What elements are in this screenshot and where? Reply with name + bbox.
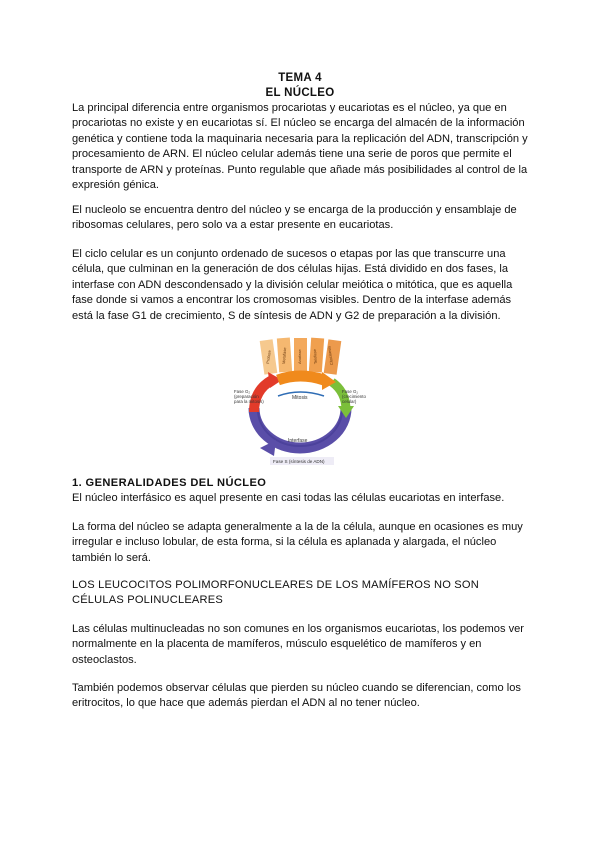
section-1-paragraph-4: También podemos observar células que pierden su núcleo cuando se diferencian, como los eritrocitos, lo que hace que además pierdan el ADN al no tener núcleo. [72,682,521,710]
nucleolo-paragraph: El nucleolo se encuentra dentro del núcleo y se encarga de la producción y ensamblaje de ribosomas celulares, pero solo va a estar presente en eucariotas. [72,204,517,232]
section-1-paragraph-1: El núcleo interfásico es aquel presente en casi todas las células eucariotas en interfase. [72,492,505,505]
mitosis-phase-cards [260,338,342,375]
section-1-paragraph-3: Las células multinucleadas no son comunes en los organismos eucariotas, los podemos ver normalmente en la placenta de mamíferos, músculo esquelético de mamíferos y en osteoclastos. [72,623,525,666]
caps-statement: LOS LEUCOCITOS POLIMORFONUCLEARES DE LOS MAMÍFEROS NO SON CÉLULAS POLINUCLEARES [72,579,479,607]
section-1 [72,476,532,507]
phase-label-4: Citocinesis [326,345,334,366]
s-phase-label: Fase S (síntesis de ADN) [273,459,325,464]
g1-label: Fase G₁ (crecimiento celular) [342,389,366,404]
phase-label-3: Telofase [311,349,318,365]
phase-label-0: Profase [265,349,272,365]
phase-label-2: Anafase [297,349,302,364]
page-title: EL NÚCLEO [265,87,335,99]
mitosis-label: Mitosis [292,395,308,401]
mitosis-arrow [278,376,324,380]
interfase-label: Interfase [288,438,308,444]
section-1-paragraph-2: La forma del núcleo se adapta generalmente a la de la célula, aunque en ocasiones es muy irregular e incluso lobular, de esta forma, si la célula es aplanada y alargada, el núcleo también lo será. [72,521,523,564]
cell-cycle-paragraph: El ciclo celular es un conjunto ordenado de sucesos o etapas por las que transcurre una célula, que culminan en la generación de dos células hijas. Está dividido en dos fases, la interfase con ADN descondensado y la división celular meiótica o mitótica, que es aquella fase donde si vamos a encontrar los cromosomas visibles. Dentro de la interfase además está la fase G1 de crecimiento, S de síntesis de ADN y G2 de preparación a la división. [72,248,513,322]
cell-cycle-figure [232,336,368,472]
phase-label-1: Metafase [281,347,288,365]
intro-paragraph: La principal diferencia entre organismos procariotas y eucariotas es el núcleo, ya que en procariotas no existe y en eucariotas sí. El núcleo se encarga del almacén de la información genética y contiene toda la maquinaria necesaria para la replicación del ADN, transcripción y procesamiento de ARN. El núcleo celular además tiene una serie de poros que permite el transporte de ARN y proteínas. Punto regulable que añade más posibilidades al control de la expresión génica. [72,102,528,192]
section-heading: 1. GENERALIDADES DEL NÚCLEO [72,477,267,489]
g2-label: Fase G₂ (preparación para la mitosis) [234,389,264,404]
topic-number: TEMA 4 [278,72,322,84]
